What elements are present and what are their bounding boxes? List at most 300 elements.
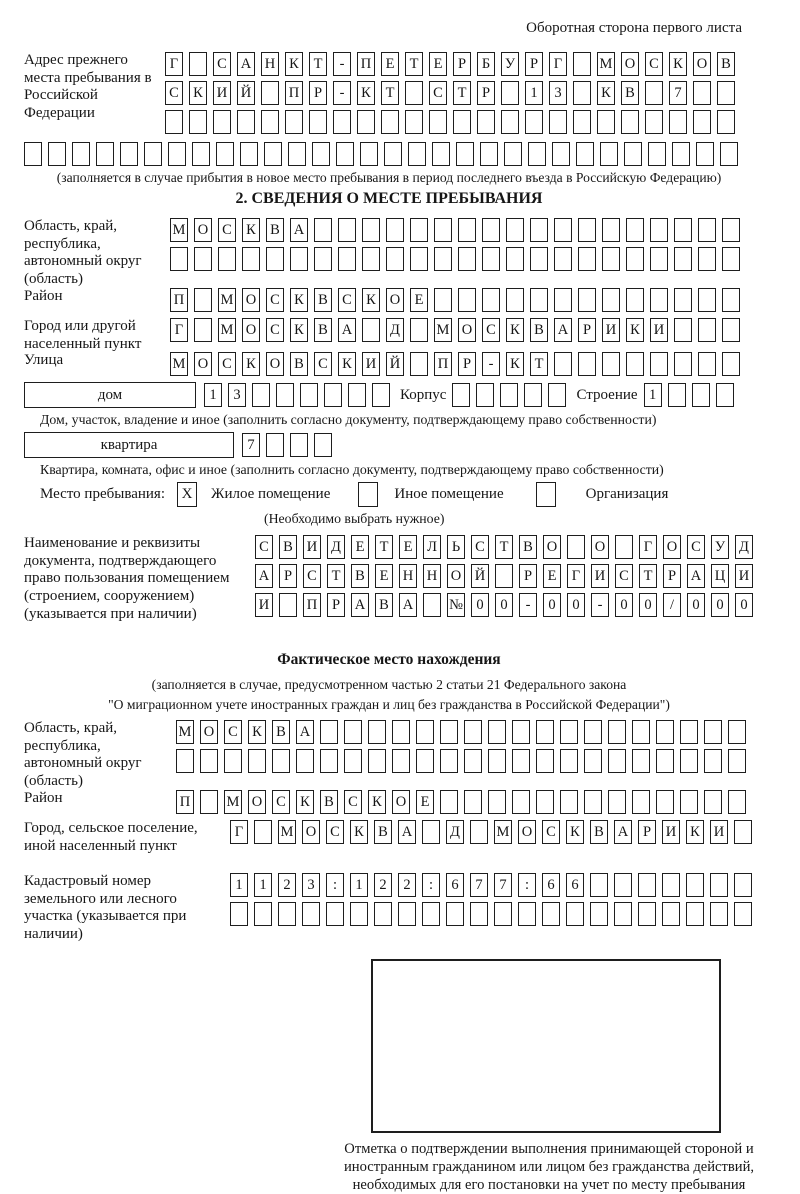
char-cell xyxy=(288,142,306,166)
char-cell: 1 xyxy=(350,873,368,897)
char-cell: 0 xyxy=(735,593,753,617)
char-cell: О xyxy=(194,218,212,242)
char-cell: Н xyxy=(423,564,441,588)
char-cell: В xyxy=(314,288,332,312)
char-cell: С xyxy=(326,820,344,844)
char-cell: В xyxy=(272,720,290,744)
char-row xyxy=(230,902,754,926)
char-cell xyxy=(728,790,746,814)
char-cell: 6 xyxy=(566,873,584,897)
char-row xyxy=(176,790,754,814)
char-cell xyxy=(405,81,423,105)
char-cell xyxy=(728,720,746,744)
char-cell xyxy=(324,383,342,407)
char-cell: А xyxy=(398,820,416,844)
char-cell: О xyxy=(242,318,260,342)
char-cell xyxy=(602,247,620,271)
char-cell xyxy=(290,433,308,457)
char-cell: В xyxy=(375,593,393,617)
char-cell xyxy=(422,902,440,926)
char-cell: О xyxy=(543,535,561,559)
char-cell xyxy=(578,352,596,376)
char-cell xyxy=(470,820,488,844)
char-cell xyxy=(348,383,366,407)
char-cell xyxy=(165,110,183,134)
char-cell: 0 xyxy=(543,593,561,617)
field-oblast-2 xyxy=(24,720,754,790)
char-cell: К xyxy=(597,81,615,105)
char-cell xyxy=(680,749,698,773)
char-cell xyxy=(314,247,332,271)
char-cell xyxy=(717,110,735,134)
char-cell xyxy=(464,790,482,814)
char-cell: А xyxy=(296,720,314,744)
char-cell: Т xyxy=(381,81,399,105)
char-cell: Г xyxy=(549,52,567,76)
char-cell: В xyxy=(351,564,369,588)
char-cell xyxy=(416,720,434,744)
char-cell: К xyxy=(362,288,380,312)
kadastr-rows xyxy=(230,873,754,926)
char-cell xyxy=(512,720,530,744)
char-cell: 3 xyxy=(302,873,320,897)
char-cell xyxy=(638,873,656,897)
char-cell: Г xyxy=(567,564,585,588)
char-cell xyxy=(686,902,704,926)
char-cell xyxy=(357,110,375,134)
char-cell xyxy=(720,142,738,166)
oblast-2-rows xyxy=(176,720,754,773)
char-cell: 1 xyxy=(204,383,222,407)
char-cell xyxy=(524,383,542,407)
char-cell xyxy=(482,218,500,242)
char-cell xyxy=(302,902,320,926)
char-cell xyxy=(501,110,519,134)
char-cell xyxy=(590,902,608,926)
char-row xyxy=(170,218,754,242)
char-cell xyxy=(698,318,716,342)
field-prev-address xyxy=(24,52,754,136)
char-cell xyxy=(722,218,740,242)
char-cell xyxy=(410,247,428,271)
prev-address-rows xyxy=(165,52,754,134)
char-row xyxy=(165,81,754,105)
char-cell: Р xyxy=(327,593,345,617)
char-cell: О xyxy=(386,288,404,312)
char-cell: К xyxy=(338,352,356,376)
char-cell: К xyxy=(290,288,308,312)
char-cell xyxy=(554,247,572,271)
char-cell: И xyxy=(735,564,753,588)
char-cell: К xyxy=(669,52,687,76)
char-cell xyxy=(429,110,447,134)
char-row xyxy=(170,247,754,271)
char-cell xyxy=(530,218,548,242)
char-cell xyxy=(266,433,284,457)
char-cell: Т xyxy=(530,352,548,376)
char-cell: П xyxy=(285,81,303,105)
char-cell xyxy=(488,720,506,744)
char-cell xyxy=(632,790,650,814)
char-cell: А xyxy=(554,318,572,342)
option-label-inoe: Иное помещение xyxy=(394,486,504,502)
char-cell: И xyxy=(662,820,680,844)
char-cell: С xyxy=(224,720,242,744)
char-cell: 0 xyxy=(567,593,585,617)
char-cell xyxy=(296,749,314,773)
char-cell: С xyxy=(314,352,332,376)
char-cell: О xyxy=(458,318,476,342)
char-row xyxy=(170,318,754,342)
char-cell: Г xyxy=(165,52,183,76)
option-label-organizatsiya: Организация xyxy=(585,486,669,502)
char-cell xyxy=(216,142,234,166)
char-row xyxy=(255,564,754,588)
char-cell: А xyxy=(687,564,705,588)
char-cell xyxy=(266,247,284,271)
char-cell xyxy=(560,720,578,744)
char-cell xyxy=(698,352,716,376)
char-cell: М xyxy=(170,218,188,242)
char-cell xyxy=(230,902,248,926)
char-cell: А xyxy=(255,564,273,588)
char-cell xyxy=(560,790,578,814)
char-cell xyxy=(386,247,404,271)
char-row xyxy=(230,873,754,897)
kvartira-box: квартира xyxy=(24,432,234,458)
char-cell: С xyxy=(687,535,705,559)
char-cell xyxy=(650,288,668,312)
char-cell: Р xyxy=(458,352,476,376)
char-cell xyxy=(576,142,594,166)
char-cell xyxy=(717,81,735,105)
char-cell xyxy=(189,110,207,134)
checkbox-organizatsiya xyxy=(536,482,556,507)
char-cell: Р xyxy=(519,564,537,588)
section3-title: Фактическое место нахождения xyxy=(277,651,501,668)
char-cell xyxy=(704,720,722,744)
char-cell: К xyxy=(296,790,314,814)
char-cell xyxy=(650,352,668,376)
stamp-caption: Отметка о подтверждении выполнения принимающей стороной и иностранным гражданином или лицом без гражданства действий, необходимых для его постановки на учет по месту пребывания xyxy=(343,1141,755,1193)
char-cell xyxy=(446,902,464,926)
char-cell: Л xyxy=(423,535,441,559)
char-cell xyxy=(237,110,255,134)
document-rows xyxy=(255,535,754,617)
char-cell xyxy=(254,902,272,926)
char-cell: Е xyxy=(543,564,561,588)
char-cell xyxy=(434,247,452,271)
char-cell xyxy=(189,52,207,76)
char-cell xyxy=(224,749,242,773)
char-cell: 0 xyxy=(615,593,633,617)
char-cell: Т xyxy=(327,564,345,588)
char-cell: С xyxy=(645,52,663,76)
char-cell xyxy=(336,142,354,166)
char-cell: А xyxy=(614,820,632,844)
field-kadastr xyxy=(24,873,754,953)
char-cell: С xyxy=(303,564,321,588)
char-cell xyxy=(384,142,402,166)
char-cell: В xyxy=(519,535,537,559)
char-cell: Е xyxy=(351,535,369,559)
char-cell: - xyxy=(591,593,609,617)
char-cell: О xyxy=(266,352,284,376)
char-cell xyxy=(548,383,566,407)
char-cell: Д xyxy=(327,535,345,559)
char-cell: К xyxy=(368,790,386,814)
char-cell xyxy=(734,902,752,926)
char-cell xyxy=(362,247,380,271)
char-cell xyxy=(608,790,626,814)
char-cell: К xyxy=(350,820,368,844)
char-cell: 0 xyxy=(471,593,489,617)
char-cell: К xyxy=(290,318,308,342)
char-cell xyxy=(440,720,458,744)
char-cell: В xyxy=(279,535,297,559)
ulitsa-label: Улица xyxy=(24,352,64,368)
char-cell: У xyxy=(711,535,729,559)
section3-caption-line1: (заполняется в случае, предусмотренном частью 2 статьи 21 Федерального закона xyxy=(151,677,627,692)
char-cell xyxy=(272,749,290,773)
char-cell: Р xyxy=(578,318,596,342)
char-cell: П xyxy=(176,790,194,814)
char-cell xyxy=(645,110,663,134)
char-cell xyxy=(722,352,740,376)
char-cell xyxy=(650,218,668,242)
char-cell xyxy=(573,52,591,76)
char-cell xyxy=(410,218,428,242)
char-cell: В xyxy=(590,820,608,844)
char-cell xyxy=(584,790,602,814)
checkbox-inoe xyxy=(358,482,378,507)
char-cell: 0 xyxy=(495,593,513,617)
field-raion xyxy=(24,288,754,312)
char-cell xyxy=(672,142,690,166)
char-cell: Р xyxy=(309,81,327,105)
char-cell xyxy=(692,383,710,407)
char-row xyxy=(176,720,754,744)
char-cell: В xyxy=(717,52,735,76)
char-cell xyxy=(261,81,279,105)
char-cell xyxy=(309,110,327,134)
char-cell: С xyxy=(266,318,284,342)
char-cell: И xyxy=(213,81,231,105)
char-cell xyxy=(554,352,572,376)
char-cell xyxy=(674,318,692,342)
char-cell xyxy=(554,218,572,242)
char-cell xyxy=(698,288,716,312)
char-cell xyxy=(422,820,440,844)
char-cell xyxy=(602,288,620,312)
char-cell: М xyxy=(278,820,296,844)
char-cell: О xyxy=(302,820,320,844)
char-cell xyxy=(566,902,584,926)
char-cell: 1 xyxy=(525,81,543,105)
char-cell xyxy=(693,81,711,105)
char-cell xyxy=(374,902,392,926)
char-cell: К xyxy=(506,318,524,342)
char-cell: 7 xyxy=(494,873,512,897)
field-ulitsa xyxy=(24,352,754,376)
char-cell: Р xyxy=(279,564,297,588)
char-cell: - xyxy=(519,593,537,617)
char-cell xyxy=(488,749,506,773)
char-cell: Н xyxy=(399,564,417,588)
stamp-area xyxy=(371,959,721,1133)
char-cell xyxy=(372,383,390,407)
char-cell xyxy=(600,142,618,166)
char-cell: С xyxy=(255,535,273,559)
char-cell: Т xyxy=(405,52,423,76)
char-cell xyxy=(218,247,236,271)
char-cell: Ц xyxy=(711,564,729,588)
char-cell xyxy=(470,902,488,926)
char-cell xyxy=(248,749,266,773)
char-cell: Р xyxy=(453,52,471,76)
char-cell xyxy=(464,720,482,744)
char-cell: Р xyxy=(663,564,681,588)
char-cell xyxy=(656,749,674,773)
korpus-label: Корпус xyxy=(400,386,447,403)
char-cell xyxy=(693,110,711,134)
char-cell: С xyxy=(218,352,236,376)
char-cell: № xyxy=(447,593,465,617)
char-cell xyxy=(584,720,602,744)
raion-2-label: Район xyxy=(24,790,63,806)
field-raion-2 xyxy=(24,790,754,814)
char-cell xyxy=(170,247,188,271)
char-cell xyxy=(578,218,596,242)
char-cell xyxy=(528,142,546,166)
char-cell: О xyxy=(392,790,410,814)
char-cell: Е xyxy=(399,535,417,559)
char-cell xyxy=(477,110,495,134)
char-row xyxy=(170,288,754,312)
char-cell: М xyxy=(224,790,242,814)
char-cell xyxy=(722,247,740,271)
kadastr-label: Кадастровый номер земельного или лесного участка (указывается при наличии) xyxy=(24,873,187,943)
char-cell: Й xyxy=(237,81,255,105)
char-cell xyxy=(597,110,615,134)
char-cell xyxy=(279,593,297,617)
char-cell xyxy=(722,288,740,312)
char-cell xyxy=(530,247,548,271)
char-cell: - xyxy=(333,81,351,105)
char-cell: Д xyxy=(446,820,464,844)
char-cell xyxy=(608,749,626,773)
char-cell: Т xyxy=(453,81,471,105)
char-cell xyxy=(686,873,704,897)
char-cell xyxy=(200,790,218,814)
char-cell xyxy=(710,902,728,926)
char-cell xyxy=(381,110,399,134)
char-cell xyxy=(200,749,218,773)
char-cell xyxy=(495,564,513,588)
char-cell xyxy=(194,247,212,271)
char-cell xyxy=(656,790,674,814)
oblast-label: Область, край, республика, автономный округ (область) xyxy=(24,218,142,288)
char-cell: Г xyxy=(639,535,657,559)
char-cell xyxy=(549,110,567,134)
char-cell: А xyxy=(338,318,356,342)
char-cell xyxy=(501,81,519,105)
char-cell: Т xyxy=(639,564,657,588)
field-oblast xyxy=(24,218,754,288)
char-cell: 0 xyxy=(639,593,657,617)
char-row xyxy=(170,352,754,376)
char-cell xyxy=(261,110,279,134)
char-cell xyxy=(590,873,608,897)
char-cell: : xyxy=(518,873,536,897)
char-cell: О xyxy=(591,535,609,559)
char-cell xyxy=(674,218,692,242)
char-cell: М xyxy=(434,318,452,342)
field-gorod xyxy=(24,318,754,352)
char-cell: - xyxy=(482,352,500,376)
char-cell: С xyxy=(165,81,183,105)
stroenie-label: Строение xyxy=(576,386,638,403)
char-cell: Р xyxy=(525,52,543,76)
char-cell: Й xyxy=(386,352,404,376)
char-cell xyxy=(638,902,656,926)
char-cell xyxy=(536,720,554,744)
char-cell: Т xyxy=(495,535,513,559)
char-cell xyxy=(728,749,746,773)
char-cell xyxy=(434,288,452,312)
section2-title: 2. СВЕДЕНИЯ О МЕСТЕ ПРЕБЫВАНИЯ xyxy=(235,190,543,207)
char-cell xyxy=(312,142,330,166)
char-cell: О xyxy=(248,790,266,814)
char-cell: С xyxy=(213,52,231,76)
char-cell xyxy=(360,142,378,166)
char-cell: : xyxy=(422,873,440,897)
char-cell xyxy=(264,142,282,166)
char-cell xyxy=(500,383,518,407)
char-cell xyxy=(456,142,474,166)
char-cell: Д xyxy=(735,535,753,559)
char-cell xyxy=(290,247,308,271)
char-row xyxy=(165,110,754,134)
char-cell xyxy=(710,873,728,897)
gorod-label: Город или другой населенный пункт xyxy=(24,318,142,352)
dom-caption: Дом, участок, владение и иное (заполнить согласно документу, подтверждающему право собственности) xyxy=(40,412,657,427)
char-cell xyxy=(696,142,714,166)
char-cell: Е xyxy=(416,790,434,814)
char-cell xyxy=(476,383,494,407)
char-cell xyxy=(698,247,716,271)
char-cell xyxy=(648,142,666,166)
char-cell: В xyxy=(374,820,392,844)
char-cell xyxy=(480,142,498,166)
char-cell xyxy=(615,535,633,559)
char-cell xyxy=(314,218,332,242)
char-cell: В xyxy=(621,81,639,105)
char-cell: Р xyxy=(638,820,656,844)
char-cell xyxy=(440,790,458,814)
char-cell: 7 xyxy=(470,873,488,897)
char-cell: К xyxy=(248,720,266,744)
char-cell: И xyxy=(255,593,273,617)
char-cell: А xyxy=(351,593,369,617)
char-cell xyxy=(278,902,296,926)
char-cell xyxy=(578,288,596,312)
char-cell: С xyxy=(542,820,560,844)
char-cell xyxy=(614,902,632,926)
char-cell: 6 xyxy=(542,873,560,897)
char-cell: К xyxy=(242,352,260,376)
char-cell xyxy=(320,720,338,744)
